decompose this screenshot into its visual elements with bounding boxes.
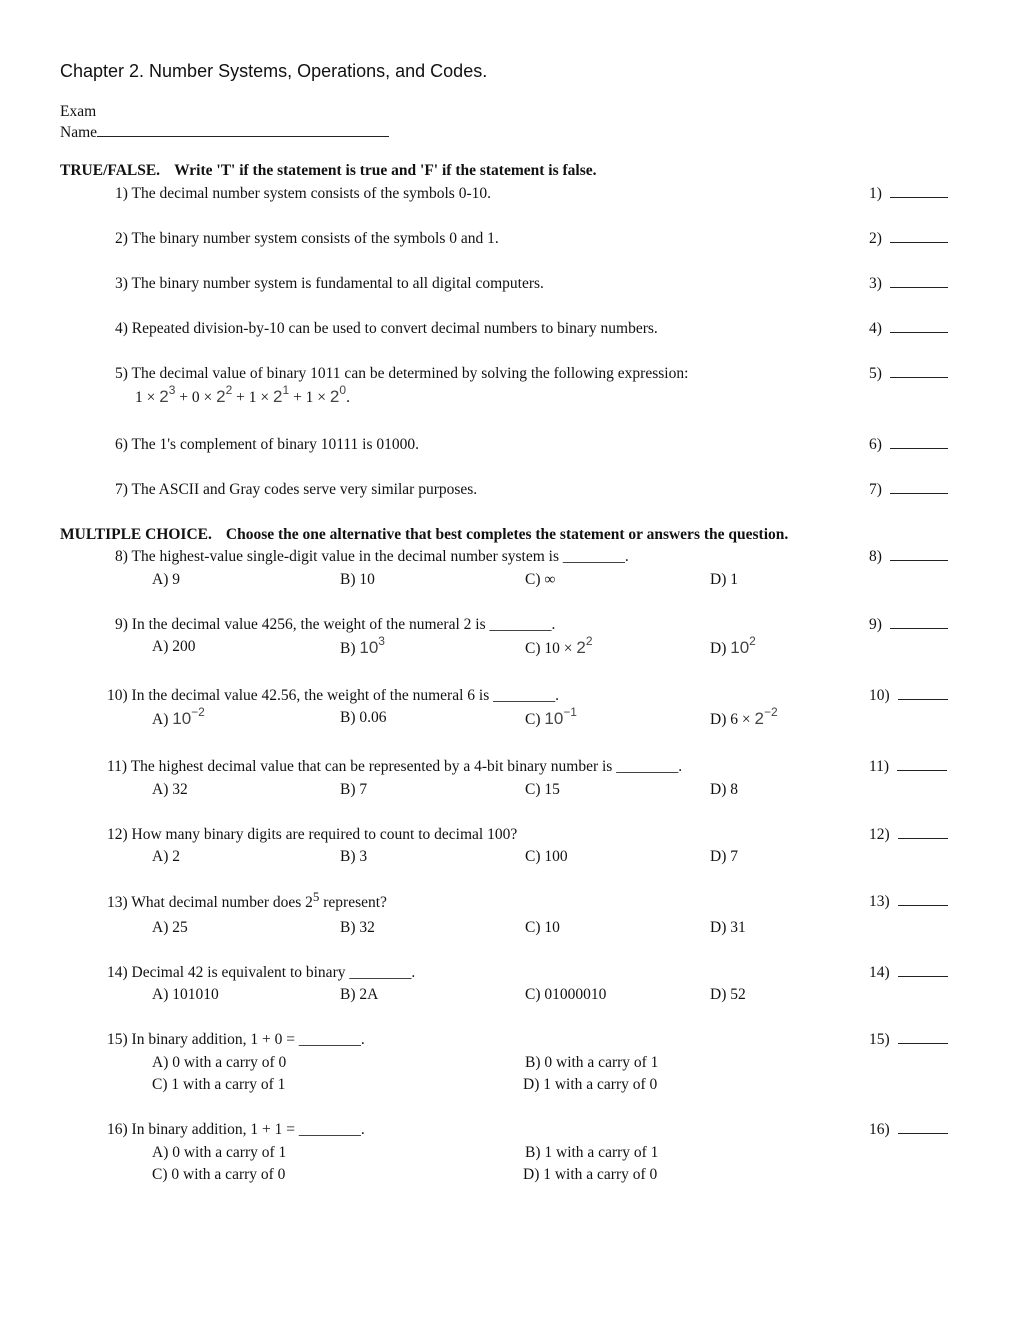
answer-number: 16): [869, 1121, 890, 1138]
power-10-2: $10^2$: [730, 634, 756, 657]
answer-number: 7): [869, 481, 882, 498]
answer-blank[interactable]: [898, 964, 948, 977]
question-7: [115, 481, 477, 499]
option-a[interactable]: A) 25: [152, 919, 188, 936]
answer-blank[interactable]: [890, 365, 948, 378]
question-14: [107, 964, 415, 982]
question-1: [115, 185, 491, 203]
question-number: 7): [115, 481, 128, 498]
question-number: 6): [115, 436, 128, 453]
option-a[interactable]: A) 0 with a carry of 1: [152, 1144, 287, 1161]
question-text: How many binary digits are required to count to decimal 100?: [131, 826, 518, 843]
option-a[interactable]: A) 0 with a carry of 0: [152, 1054, 287, 1071]
power-2-2: $2^2$: [576, 634, 593, 657]
question-number: 14): [107, 964, 128, 981]
section-title: TRUE/FALSE.: [60, 162, 161, 179]
power-10-neg1: $10^{-1}$: [544, 705, 577, 728]
answer-number: 13): [869, 893, 890, 910]
answer-slot-6[interactable]: [869, 436, 948, 454]
answer-slot-9[interactable]: [869, 616, 948, 634]
question-11: [107, 758, 682, 776]
page-title: Chapter 2. Number Systems, Operations, and Codes.: [60, 61, 488, 81]
question-text: The 1's complement of binary 10111 is 01000.: [131, 436, 420, 453]
expr-term: 1 ×: [135, 389, 156, 406]
true-false-heading: [60, 162, 597, 180]
expr-end: .: [346, 389, 350, 406]
answer-blank[interactable]: [890, 185, 948, 198]
option-d[interactable]: D) 7: [710, 848, 738, 865]
option-a[interactable]: A) 2: [152, 848, 180, 865]
question-2: [115, 230, 499, 248]
question-15: [107, 1031, 365, 1049]
answer-number: 15): [869, 1031, 890, 1048]
power-2-neg2: $2^{-2}$: [754, 705, 778, 728]
expression: [135, 383, 350, 407]
answer-blank[interactable]: [890, 616, 948, 629]
question-number: 1): [115, 185, 128, 202]
option-c[interactable]: C) 0 with a carry of 0: [152, 1166, 286, 1183]
question-number: 4): [115, 320, 128, 337]
question-text: Repeated division-by-10 can be used to convert decimal numbers to binary numbers.: [131, 320, 658, 337]
option-d[interactable]: D) 52: [710, 986, 746, 1003]
answer-blank[interactable]: [890, 481, 948, 494]
question-number: 16): [107, 1121, 128, 1138]
power-10-3: $10^3$: [359, 634, 385, 657]
option-c[interactable]: C) 01000010: [525, 986, 607, 1003]
option-d[interactable]: D) 1: [710, 571, 738, 588]
answer-number: 9): [869, 616, 882, 633]
answer-slot-16[interactable]: [869, 1121, 948, 1139]
option-c[interactable]: C) ∞: [525, 571, 556, 588]
answer-slot-12[interactable]: [869, 826, 948, 844]
option-b[interactable]: B) 0.06: [340, 709, 387, 726]
answer-number: 5): [869, 365, 882, 382]
expr-term: + 1 ×: [293, 389, 327, 406]
power-10-neg2: $10^{-2}$: [172, 705, 205, 728]
answer-number: 14): [869, 964, 890, 981]
question-number: 3): [115, 275, 128, 292]
answer-blank[interactable]: [890, 275, 948, 288]
question-number: 12): [107, 826, 128, 843]
answer-slot-7[interactable]: [869, 481, 948, 499]
question-10: [107, 687, 559, 705]
option-a[interactable]: A) 101010: [152, 986, 219, 1003]
option-b[interactable]: B) $10^3$: [340, 634, 385, 657]
answer-blank[interactable]: [898, 1121, 948, 1134]
answer-blank[interactable]: [890, 436, 948, 449]
option-a[interactable]: A) 200: [152, 638, 196, 655]
answer-number: 4): [869, 320, 882, 337]
question-text: In the decimal value 4256, the weight of the numeral 2 is ________.: [131, 616, 556, 633]
question-number: 5): [115, 365, 128, 382]
name-underline: [97, 122, 389, 137]
name-field[interactable]: [60, 122, 389, 142]
option-b[interactable]: B) 2A: [340, 986, 379, 1003]
option-d[interactable]: D) 1 with a carry of 0: [523, 1166, 658, 1183]
answer-blank[interactable]: [897, 758, 947, 771]
power-2-1: $2^1$: [273, 383, 290, 406]
option-a[interactable]: A) 32: [152, 781, 188, 798]
option-c[interactable]: C) 1 with a carry of 1: [152, 1076, 286, 1093]
question-text: The binary number system is fundamental to all digital computers.: [131, 275, 544, 292]
answer-blank[interactable]: [898, 893, 948, 906]
answer-number: 1): [869, 185, 882, 202]
answer-slot-1[interactable]: [869, 185, 948, 203]
name-label: Name: [60, 124, 98, 141]
question-5: [115, 365, 688, 383]
answer-number: 3): [869, 275, 882, 292]
answer-blank[interactable]: [898, 1031, 948, 1044]
option-a[interactable]: A) $10^{-2}$: [152, 705, 205, 728]
question-text: The decimal value of binary 1011 can be determined by solving the following expression:: [131, 365, 689, 382]
question-text: The highest decimal value that can be represented by a 4-bit binary number is ________.: [130, 758, 683, 775]
answer-blank[interactable]: [890, 548, 948, 561]
expr-term: + 0 ×: [179, 389, 213, 406]
expr-term: + 1 ×: [236, 389, 270, 406]
question-text: The highest-value single-digit value in the decimal number system is ________.: [131, 548, 629, 565]
section-instruction: Choose the one alternative that best completes the statement or answers the question.: [225, 526, 789, 543]
question-text: What decimal number does $2^5$ represent?: [131, 888, 387, 911]
answer-slot-4[interactable]: [869, 320, 948, 338]
section-title: MULTIPLE CHOICE.: [60, 526, 212, 543]
answer-slot-10[interactable]: [869, 687, 948, 705]
answer-number: 2): [869, 230, 882, 247]
multiple-choice-heading: [60, 526, 788, 544]
question-number: 9): [115, 616, 128, 633]
answer-blank[interactable]: [890, 320, 948, 333]
question-13: [107, 888, 387, 912]
question-number: 2): [115, 230, 128, 247]
option-d[interactable]: D) 31: [710, 919, 746, 936]
option-d[interactable]: D) $10^2$: [710, 634, 756, 657]
question-number: 15): [107, 1031, 128, 1048]
answer-slot-5[interactable]: [869, 365, 948, 383]
power-2-2: $2^2$: [216, 383, 233, 406]
answer-slot-11[interactable]: [869, 758, 947, 776]
question-number: 11): [107, 758, 128, 775]
answer-slot-8[interactable]: [869, 548, 948, 566]
power-2-3: $2^3$: [159, 383, 176, 406]
question-text: In binary addition, 1 + 1 = ________.: [131, 1121, 365, 1138]
option-b[interactable]: B) 1 with a carry of 1: [525, 1144, 659, 1161]
option-c[interactable]: C) $10 \times 2^2$: [525, 634, 593, 657]
question-12: [107, 826, 517, 844]
option-d[interactable]: D) $6 \times 2^{-2}$: [710, 705, 778, 728]
option-c[interactable]: C) $10^{-1}$: [525, 705, 577, 728]
answer-blank[interactable]: [898, 687, 948, 700]
answer-slot-13[interactable]: [869, 893, 948, 911]
option-d[interactable]: D) 8: [710, 781, 738, 798]
option-c[interactable]: C) 15: [525, 781, 560, 798]
answer-blank[interactable]: [898, 826, 948, 839]
exam-label: Exam: [60, 103, 97, 120]
question-number: 8): [115, 548, 128, 565]
question-text: The decimal number system consists of the symbols 0-10.: [131, 185, 491, 202]
option-b[interactable]: B) 3: [340, 848, 368, 865]
answer-slot-3[interactable]: [869, 275, 948, 293]
question-text: In the decimal value 42.56, the weight of the numeral 6 is ________.: [131, 687, 559, 704]
question-text: The binary number system consists of the symbols 0 and 1.: [131, 230, 499, 247]
power-2-0: $2^0$: [329, 383, 347, 406]
question-number: 13): [107, 894, 128, 911]
answer-number: 10): [869, 687, 890, 704]
option-c[interactable]: C) 100: [525, 848, 568, 865]
option-b[interactable]: B) 10: [340, 571, 375, 588]
answer-slot-15[interactable]: [869, 1031, 948, 1049]
answer-number: 8): [869, 548, 882, 565]
question-6: [115, 436, 419, 454]
answer-blank[interactable]: [890, 230, 948, 243]
question-text: The ASCII and Gray codes serve very similar purposes.: [131, 481, 478, 498]
answer-number: 12): [869, 826, 890, 843]
question-number: 10): [107, 687, 128, 704]
question-text: In binary addition, 1 + 0 = ________.: [131, 1031, 365, 1048]
question-3: [115, 275, 544, 293]
option-b[interactable]: B) 0 with a carry of 1: [525, 1054, 659, 1071]
option-c[interactable]: C) 10: [525, 919, 560, 936]
option-b[interactable]: B) 32: [340, 919, 375, 936]
answer-number: 6): [869, 436, 882, 453]
section-instruction: Write 'T' if the statement is true and 'F' if the statement is false.: [174, 162, 597, 179]
question-16: [107, 1121, 365, 1139]
answer-number: 11): [869, 758, 890, 775]
question-9: [115, 616, 555, 634]
question-4: [115, 320, 658, 338]
option-d[interactable]: D) 1 with a carry of 0: [523, 1076, 658, 1093]
answer-slot-14[interactable]: [869, 964, 948, 982]
question-text: Decimal 42 is equivalent to binary ________.: [131, 964, 416, 981]
question-8: [115, 548, 629, 566]
option-a[interactable]: A) 9: [152, 571, 180, 588]
answer-slot-2[interactable]: [869, 230, 948, 248]
option-b[interactable]: B) 7: [340, 781, 368, 798]
